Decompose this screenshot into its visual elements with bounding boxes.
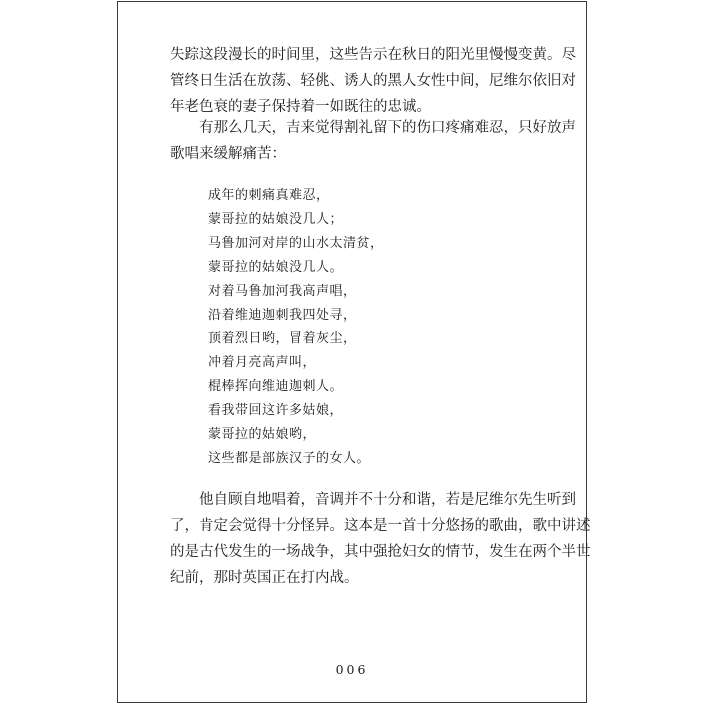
book-page <box>117 1 591 703</box>
verse-line: 蒙哥拉的姑娘没几人； <box>208 211 344 227</box>
verse-line: 顶着烈日哟，冒着灰尘， <box>208 331 357 347</box>
verse-line: 这些都是部族汉子的女人。 <box>208 450 371 466</box>
text-line: 管终日生活在放荡、轻佻、诱人的黑人女性中间，尼维尔依旧对 <box>170 73 576 89</box>
text-line: 了，肯定会觉得十分怪异。这本是一首十分悠扬的歌曲，歌中讲述 <box>170 518 591 534</box>
text-line: 有那么几天，吉来觉得割礼留下的伤口疼痛难忍，只好放声 <box>199 120 576 136</box>
paragraph-2 <box>170 115 576 167</box>
paragraph-1 <box>170 42 576 120</box>
text-line: 他自顾自地唱着，音调并不十分和谐，若是尼维尔先生听到 <box>199 492 576 508</box>
verse-line: 冲着月亮高声叫， <box>208 355 317 371</box>
verse-line: 对着马鲁加河我高声唱， <box>208 283 357 299</box>
text-line: 歌唱来缓解痛苦： <box>170 146 286 162</box>
paragraph-3 <box>170 487 591 591</box>
verse-line: 成年的刺痛真难忍， <box>208 188 330 203</box>
verse-line: 看我带回这许多姑娘， <box>208 403 344 419</box>
page-number: 006 <box>335 662 369 677</box>
text-line: 的是古代发生的一场战争，其中强抢妇女的情节，发生在两个半世 <box>170 544 591 560</box>
verse-line: 棍棒挥向维迪迦刺人。 <box>208 379 344 395</box>
text-line: 年老色衰的妻子保持着一如既往的忠诚。 <box>170 99 431 115</box>
verse-line: 沿着维迪迦刺我四处寻， <box>208 307 357 323</box>
song-verse <box>208 184 384 471</box>
verse-line: 蒙哥拉的姑娘哟， <box>208 427 317 443</box>
verse-line: 蒙哥拉的姑娘没几人。 <box>208 259 344 275</box>
verse-line: 马鲁加河对岸的山水太清贫， <box>208 235 384 251</box>
text-line: 纪前，那时英国正在打内战。 <box>170 570 359 586</box>
text-line: 失踪这段漫长的时间里，这些告示在秋日的阳光里慢慢变黄。尽 <box>170 47 576 63</box>
